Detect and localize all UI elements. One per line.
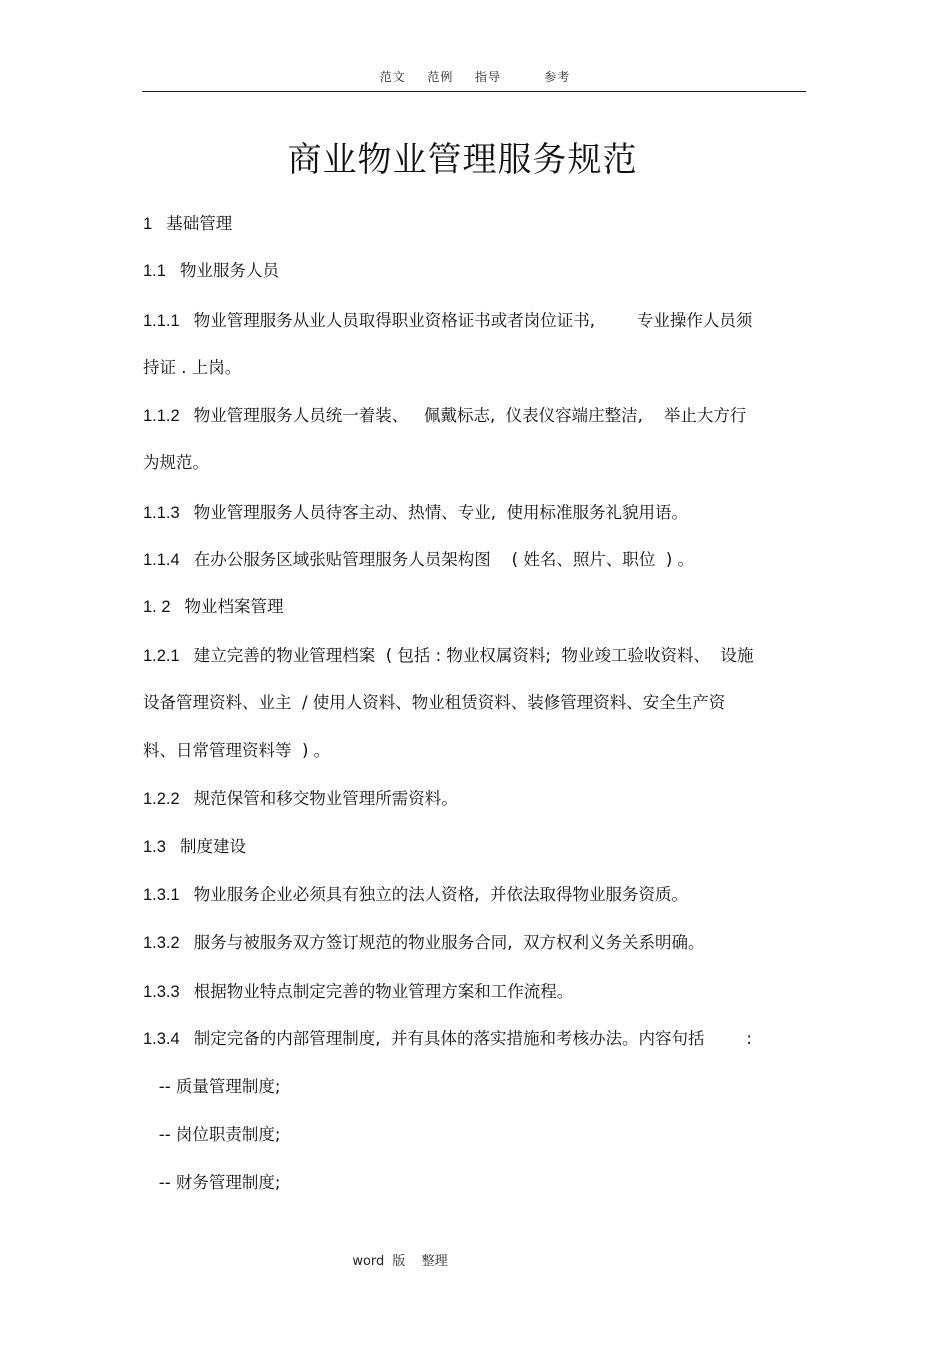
section-line [143,981,573,1003]
section-number: 1 [143,215,153,233]
section-line [143,310,752,332]
section-text: 设备管理资料、业主 / 使用人资料、物业租赁资料、装修管理资料、安全生产资 [143,693,726,712]
section-text: 为规范。 [143,453,209,472]
section-text: 基础管理 [166,214,233,233]
section-number: 1.3.3 [143,983,180,1001]
list-item [143,1124,280,1146]
section-text: 服务与被服务双方签订规范的物业服务合同, 双方权利义务关系明确。 [193,933,705,952]
list-item-text: -- 岗位职责制度; [143,1125,281,1144]
continuation-line [143,692,725,714]
section-line [143,645,753,667]
header-divider [142,91,806,92]
list-item [143,1172,280,1194]
section-text: 物业管理服务人员待客主动、热情、专业, 使用标准服务礼貌用语。 [193,503,688,522]
section-line [143,884,688,906]
section-text: 物业服务企业必须具有独立的法人资格, 并依法取得物业服务资质。 [193,885,688,904]
section-line [143,596,284,618]
section-number: 1.1 [143,262,166,280]
page-footer: word 版 整理 [352,1254,448,1269]
list-item [143,1076,280,1098]
section-number: 1.2.2 [143,790,180,808]
section-text: 物业管理服务人员统一着装、 佩戴标志, 仪表仪容端庄整洁, 举止大方行 [193,406,747,425]
document-title: 商业物业管理服务规范 [287,140,638,180]
section-line [143,836,246,858]
section-text: 在办公服务区域张贴管理服务人员架构图 ( 姓名、照片、职位 ) 。 [193,550,695,569]
continuation-line [143,740,330,762]
page-header: 范文 范例 指导 参考 [379,70,571,84]
section-line [143,932,704,954]
section-line [143,213,232,235]
list-item-text: -- 财务管理制度; [143,1173,281,1192]
section-text: 料、日常管理资料等 ) 。 [143,741,331,760]
section-number: 1. 2 [143,598,171,616]
continuation-line [143,452,209,474]
section-number: 1.3.2 [143,934,180,952]
section-line [143,549,694,571]
section-text: 物业档案管理 [184,597,284,616]
section-text: 物业管理服务从业人员取得职业资格证书或者岗位证书, 专业操作人员须 [193,311,753,330]
section-line [143,260,279,282]
section-number: 1.3.4 [143,1030,180,1048]
continuation-line [143,357,241,379]
section-line [143,405,746,427]
section-number: 1.3 [143,838,166,856]
section-line [143,788,458,810]
section-number: 1.1.3 [143,504,180,522]
section-text: 制度建设 [179,837,246,856]
section-number: 1.3.1 [143,886,180,904]
section-text: 规范保管和移交物业管理所需资料。 [193,789,458,808]
list-item-text: -- 质量管理制度; [143,1077,281,1096]
section-number: 1.1.4 [143,551,180,569]
section-text: 根据物业特点制定完善的物业管理方案和工作流程。 [193,982,574,1001]
section-text: 物业服务人员 [179,261,279,280]
section-number: 1.2.1 [143,647,180,665]
section-line [143,502,688,524]
section-number: 1.1.1 [143,312,180,330]
section-text: 建立完善的物业管理档案 ( 包括 : 物业权属资料; 物业竣工验收资料、 设施 [193,646,754,665]
section-text: 制定完备的内部管理制度, 并有具体的落实措施和考核办法。内容句括 : [193,1029,752,1048]
section-text: 持证 . 上岗。 [143,358,242,377]
section-line [143,1028,752,1050]
section-number: 1.1.2 [143,407,180,425]
